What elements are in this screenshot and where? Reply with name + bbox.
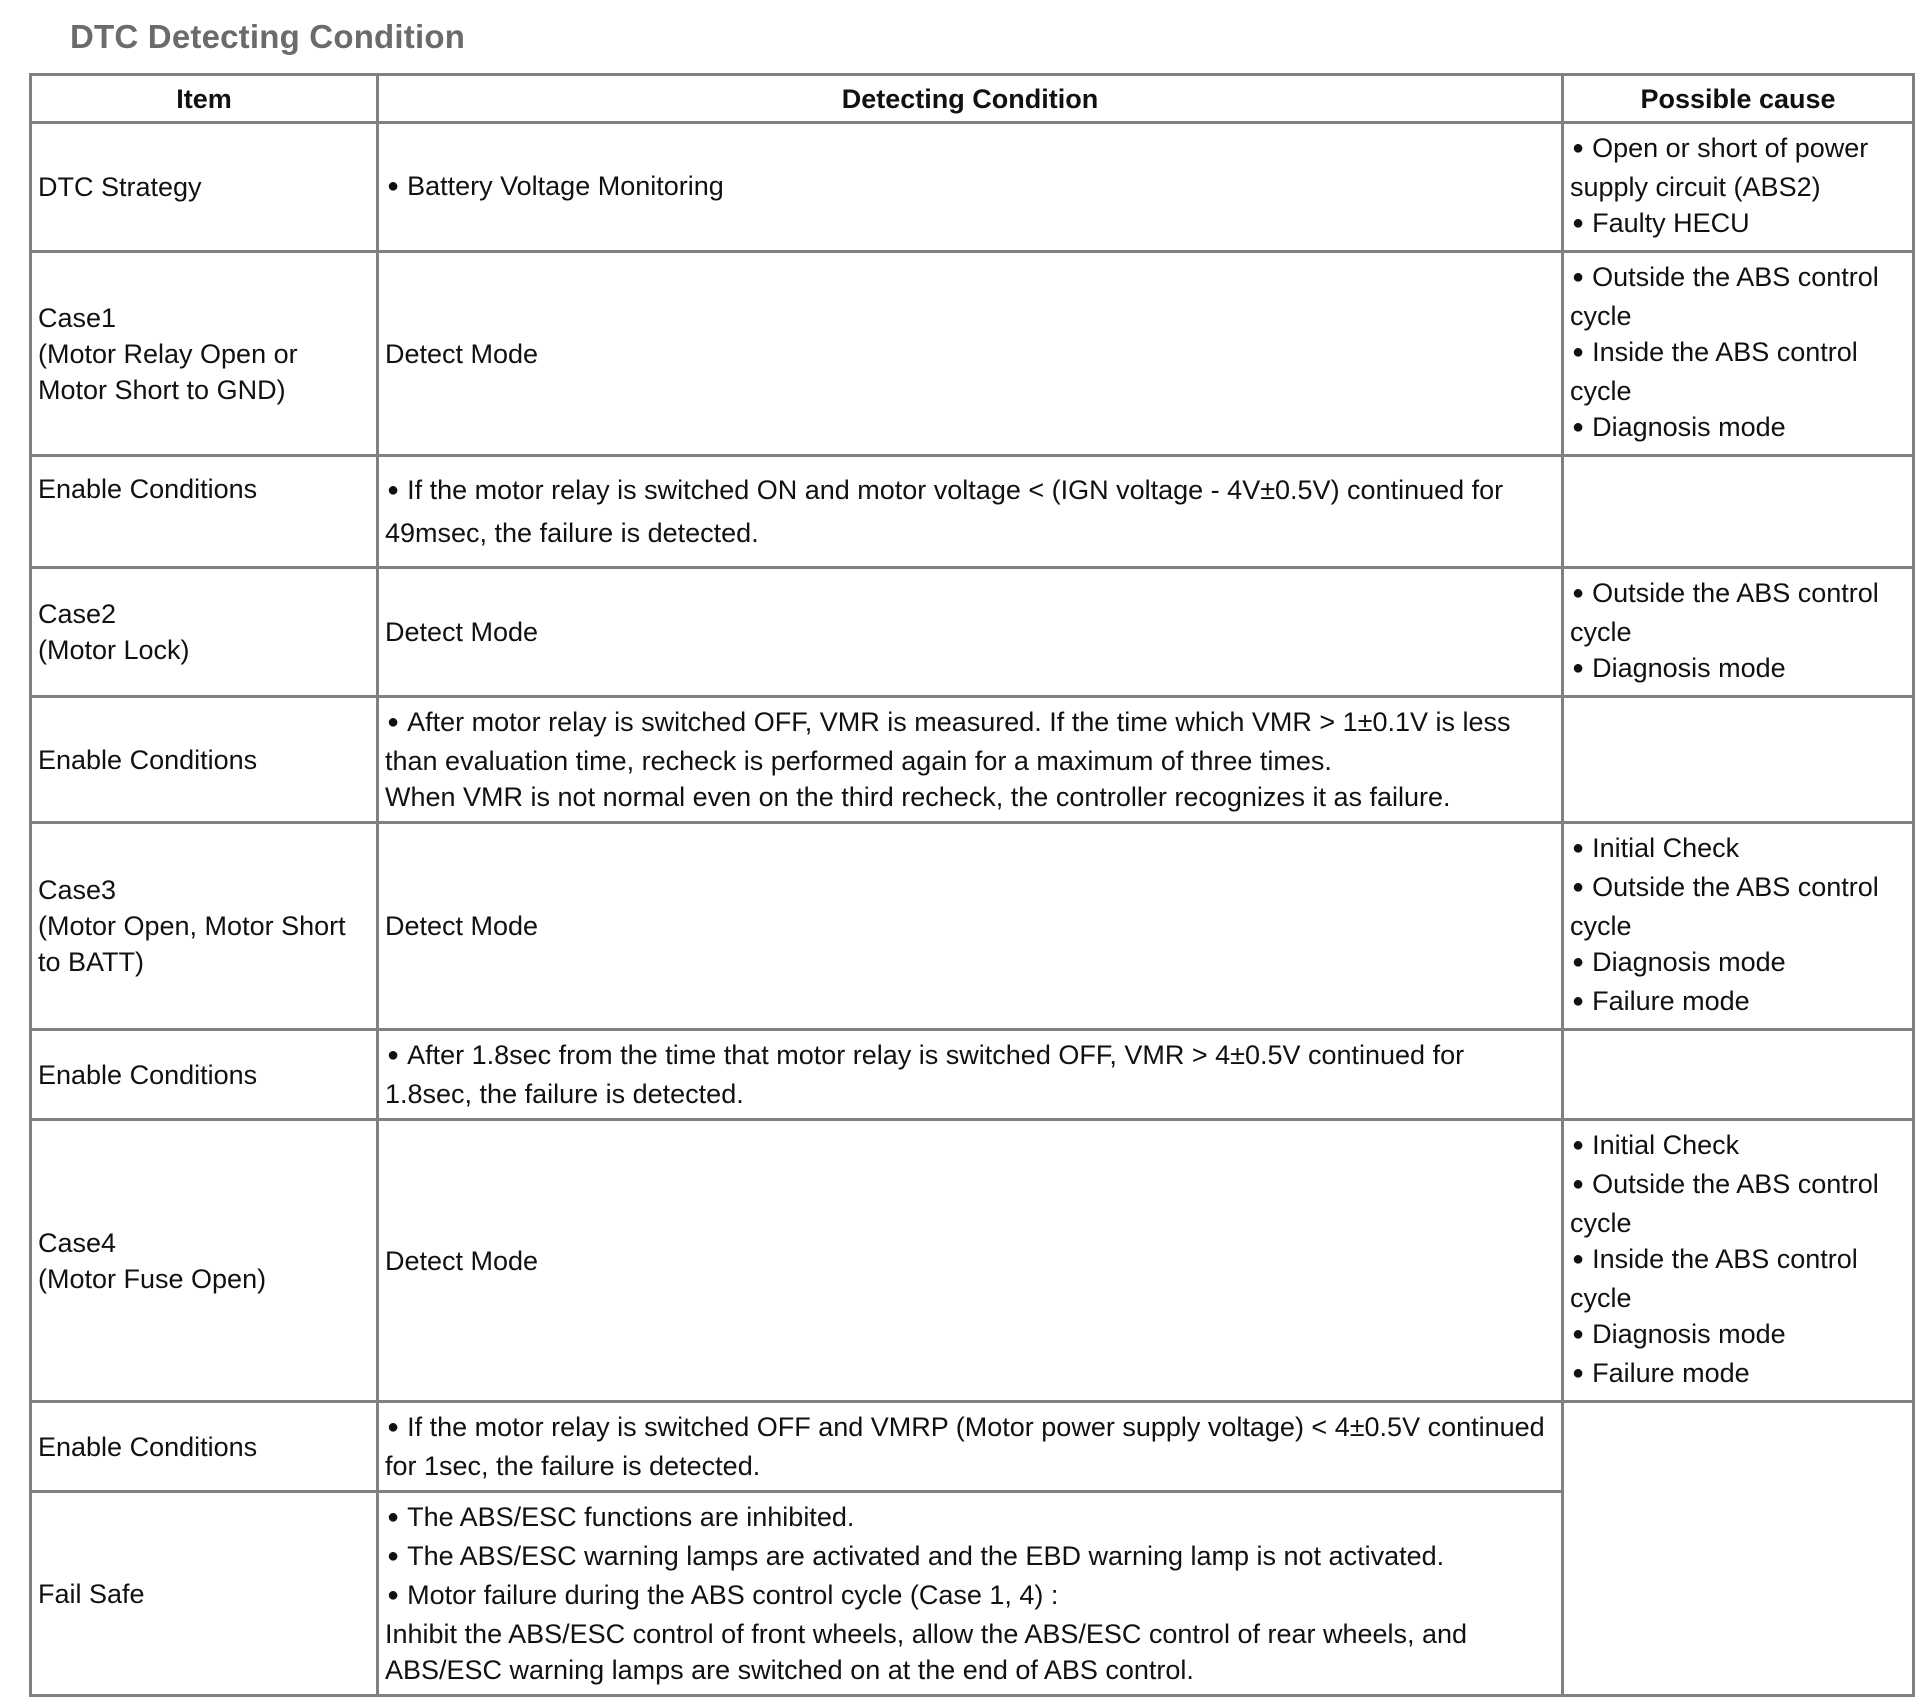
item-text: Enable Conditions: [38, 1431, 258, 1462]
item-text: Enable Conditions: [38, 1059, 258, 1090]
header-item: Item: [31, 75, 378, 123]
cause-bullet: ● Diagnosis mode: [1570, 944, 1906, 983]
item-text: (Motor Relay Open or: [38, 338, 298, 369]
condition-bullet: ● Motor failure during the ABS control cycle (Case 1, 4) :: [385, 1577, 1555, 1616]
cause-cell: [1563, 1030, 1914, 1120]
table-row: [31, 1402, 1914, 1492]
condition-bullet: ● Battery Voltage Monitoring: [385, 168, 1555, 207]
item-text: Motor Short to GND): [38, 374, 286, 405]
item-text: Case1: [38, 302, 117, 333]
dtc-condition-table: [29, 73, 1915, 1697]
condition-cell: [378, 1402, 1563, 1492]
cause-bullet: ● Inside the ABS control cycle: [1570, 1241, 1906, 1316]
cause-bullet: ● Diagnosis mode: [1570, 1316, 1906, 1355]
table-row: [31, 1120, 1914, 1402]
cause-bullet: ● Outside the ABS control cycle: [1570, 1166, 1906, 1241]
cause-cell: [1563, 1120, 1914, 1402]
cause-bullet: ● Outside the ABS control cycle: [1570, 259, 1906, 334]
item-text: Fail Safe: [38, 1578, 145, 1609]
cause-bullet: ● Open or short of power supply circuit (ABS2): [1570, 130, 1906, 205]
cause-bullet: ● Failure mode: [1570, 983, 1906, 1022]
cause-cell: [1563, 456, 1914, 568]
cause-cell: [1563, 1402, 1914, 1696]
cause-cell: [1563, 823, 1914, 1030]
condition-bullet: ● The ABS/ESC functions are inhibited.: [385, 1499, 1555, 1538]
condition-cell: [378, 252, 1563, 456]
table-row: [31, 252, 1914, 456]
condition-cell: [378, 697, 1563, 823]
item-text: (Motor Fuse Open): [38, 1263, 267, 1294]
item-text: (Motor Open, Motor Short: [38, 911, 346, 941]
condition-bullet: ● After 1.8sec from the time that motor relay is switched OFF, VMR > 4±0.5V continued for 1.8sec, the failure is detected.: [385, 1037, 1555, 1112]
item-cell: [31, 456, 378, 568]
item-cell: [31, 123, 378, 252]
condition-bullet: ● If the motor relay is switched ON and motor voltage < (IGN voltage - 4V±0.5V) continued for 49msec, the failure is detected.: [385, 470, 1555, 553]
item-text: Case4: [38, 1227, 117, 1258]
condition-text: Detect Mode: [385, 911, 539, 941]
table-row: [31, 697, 1914, 823]
condition-bullet: ● After motor relay is switched OFF, VMR is measured. If the time which VMR > 1±0.1V is less than evaluation time, recheck is performed again for a maximum of three times.: [385, 704, 1555, 779]
table-row: [31, 823, 1914, 1030]
cause-bullet: ● Faulty HECU: [1570, 205, 1906, 244]
item-cell: [31, 1120, 378, 1402]
item-cell: [31, 568, 378, 697]
cause-cell: [1563, 568, 1914, 697]
cause-bullet: ● Diagnosis mode: [1570, 650, 1906, 689]
item-cell: [31, 823, 378, 1030]
condition-text: Detect Mode: [385, 338, 539, 369]
cause-bullet: ● Failure mode: [1570, 1355, 1906, 1394]
condition-text: Detect Mode: [385, 1245, 539, 1276]
cause-bullet: ● Inside the ABS control cycle: [1570, 334, 1906, 409]
item-text: DTC Strategy: [38, 172, 202, 202]
item-text: Case2: [38, 599, 117, 629]
item-cell: [31, 1030, 378, 1120]
cause-bullet: ● Outside the ABS control cycle: [1570, 575, 1906, 650]
header-possible-cause: Possible cause: [1563, 75, 1914, 123]
condition-cell: [378, 1492, 1563, 1696]
cause-bullet: ● Outside the ABS control cycle: [1570, 869, 1906, 944]
item-text: to BATT): [38, 947, 145, 977]
table-header-row: [31, 75, 1914, 123]
item-cell: [31, 252, 378, 456]
condition-cell: [378, 123, 1563, 252]
item-cell: [31, 697, 378, 823]
condition-cell: [378, 1120, 1563, 1402]
cause-bullet: ● Initial Check: [1570, 1127, 1906, 1166]
item-text: Case3: [38, 875, 117, 905]
item-text: (Motor Lock): [38, 635, 190, 665]
table-row: [31, 456, 1914, 568]
condition-cell: [378, 823, 1563, 1030]
item-cell: [31, 1492, 378, 1696]
item-text: Enable Conditions: [38, 474, 258, 504]
header-detecting-condition: Detecting Condition: [378, 75, 1563, 123]
condition-text: When VMR is not normal even on the third recheck, the controller recognizes it as failure.: [385, 782, 1451, 812]
cause-bullet: ● Diagnosis mode: [1570, 409, 1906, 448]
condition-bullet: ● The ABS/ESC warning lamps are activated and the EBD warning lamp is not activated.: [385, 1538, 1555, 1577]
item-text: Enable Conditions: [38, 744, 258, 775]
condition-cell: [378, 568, 1563, 697]
cause-cell: [1563, 123, 1914, 252]
condition-cell: [378, 1030, 1563, 1120]
table-row: [31, 123, 1914, 252]
item-cell: [31, 1402, 378, 1492]
condition-text: Inhibit the ABS/ESC control of front wheels, allow the ABS/ESC control of rear wheels, and ABS/ESC warning lamps are switched on at the end of ABS control.: [385, 1619, 1474, 1685]
condition-cell: [378, 456, 1563, 568]
cause-cell: [1563, 697, 1914, 823]
condition-bullet: ● If the motor relay is switched OFF and VMRP (Motor power supply voltage) < 4±0.5V continued for 1sec, the failure is detected.: [385, 1409, 1555, 1484]
table-row: [31, 1030, 1914, 1120]
page-title: DTC Detecting Condition: [70, 18, 466, 55]
condition-text: Detect Mode: [385, 617, 539, 647]
table-row: [31, 568, 1914, 697]
cause-bullet: ● Initial Check: [1570, 830, 1906, 869]
cause-cell: [1563, 252, 1914, 456]
